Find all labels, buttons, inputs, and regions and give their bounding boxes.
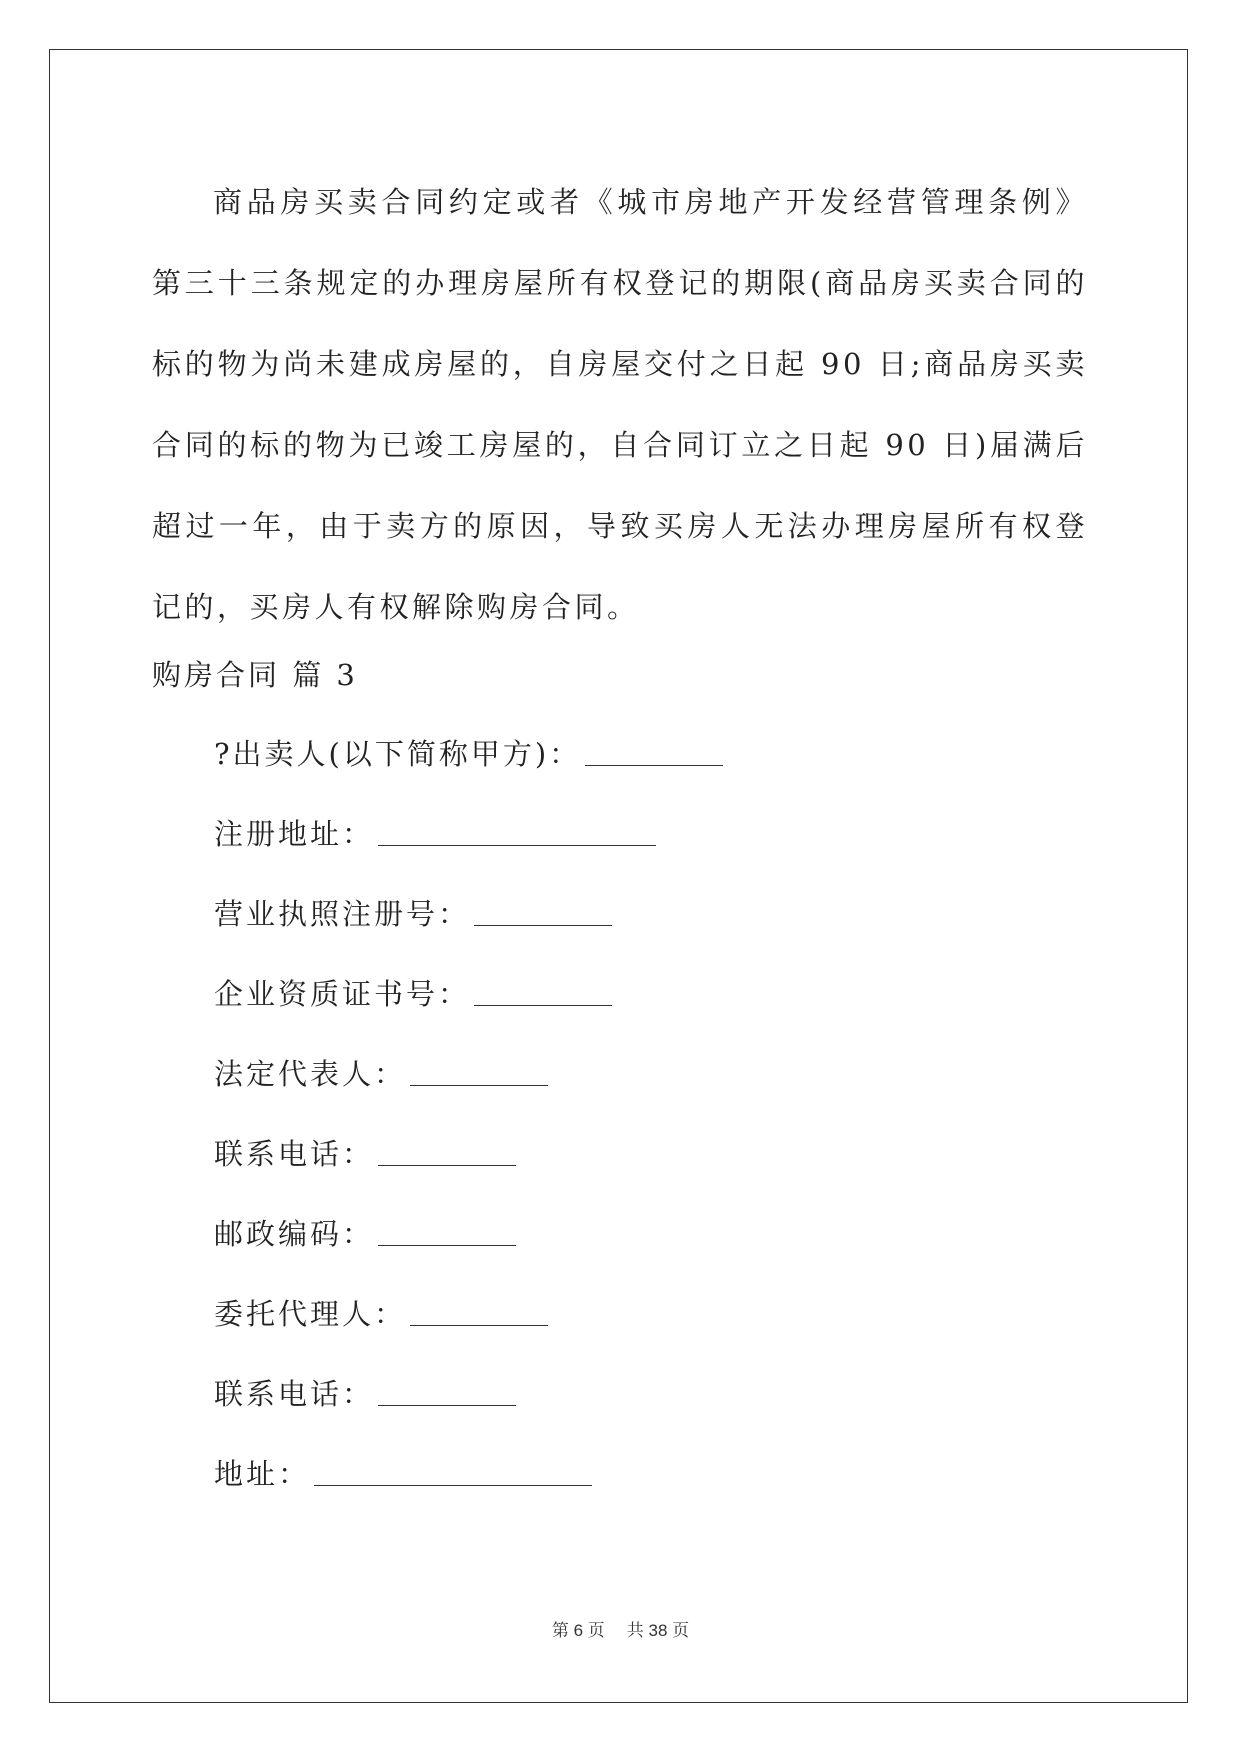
fill-blank: [314, 1455, 592, 1486]
field-address: [214, 1454, 592, 1494]
total-pages: 共 38 页: [626, 1621, 690, 1640]
field-agent-phone: [214, 1374, 516, 1414]
current-page: 第 6 页: [551, 1621, 605, 1640]
field-label: 法定代表人：: [214, 1057, 407, 1091]
field-business-license: [214, 894, 612, 934]
fill-blank: [378, 1135, 516, 1166]
field-seller: [214, 734, 723, 774]
field-phone: [214, 1134, 516, 1174]
field-label: 邮政编码：: [214, 1217, 375, 1251]
fill-blank: [378, 815, 656, 846]
field-label: 地址：: [214, 1457, 311, 1491]
field-registered-address: [214, 814, 656, 854]
fill-blank: [378, 1375, 516, 1406]
field-label: ?出卖人(以下简称甲方)：: [214, 737, 582, 771]
field-label: 注册地址：: [214, 817, 375, 851]
field-label: 联系电话：: [214, 1137, 375, 1171]
field-label: 营业执照注册号：: [214, 897, 471, 931]
fill-blank: [474, 975, 612, 1006]
body-paragraph: 商品房买卖合同约定或者《城市房地产开发经营管理条例》第三十三条规定的办理房屋所有权登记的期限(商品房买卖合同的标的物为尚未建成房屋的，自房屋交付之日起 90 日;商品房买卖合同的标的物为已竣工房屋的，自合同订立之日起 90 日)届满后超过一年，由于卖方的原因，导致买房人无法办理房屋所有权登记的，买房人有权解除购房合同。: [152, 185, 1088, 624]
field-label: 联系电话：: [214, 1377, 375, 1411]
fill-blank: [585, 735, 723, 766]
field-label: 委托代理人：: [214, 1297, 407, 1331]
field-label: 企业资质证书号：: [214, 977, 471, 1011]
fill-blank: [378, 1215, 516, 1246]
page-footer: [0, 1616, 1241, 1641]
field-agent: [214, 1294, 548, 1334]
fill-blank: [410, 1295, 548, 1326]
field-postal-code: [214, 1214, 516, 1254]
field-legal-representative: [214, 1054, 548, 1094]
fill-blank: [410, 1055, 548, 1086]
section-title: 购房合同 篇 3: [152, 658, 358, 692]
field-qualification-cert: [214, 974, 612, 1014]
fill-blank: [474, 895, 612, 926]
